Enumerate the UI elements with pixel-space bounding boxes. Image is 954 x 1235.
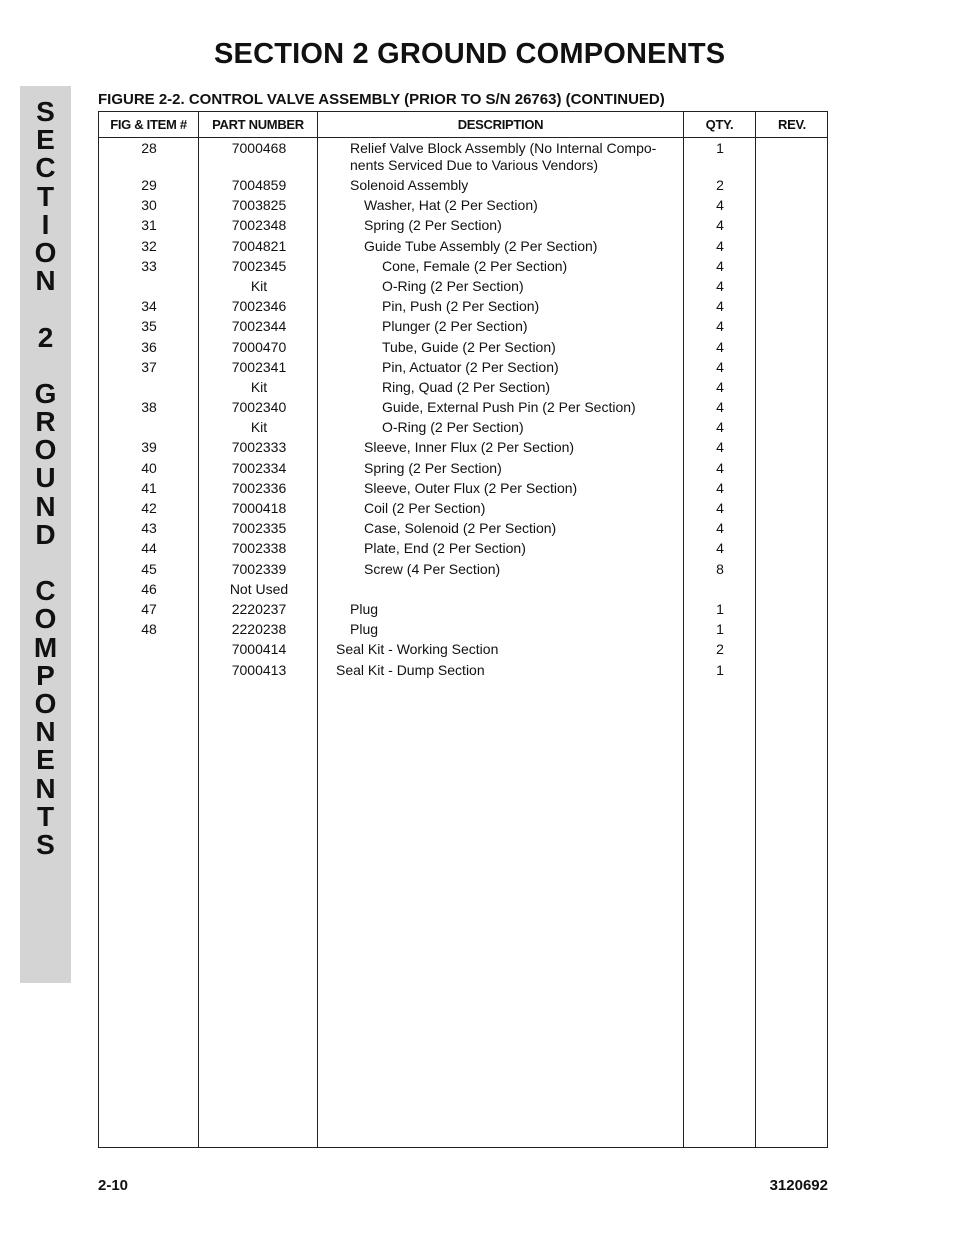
item-number: 38 xyxy=(141,399,157,416)
part-number: 7000414 xyxy=(231,641,287,658)
description xyxy=(336,397,728,416)
table-row xyxy=(99,660,827,680)
part-number: 7002336 xyxy=(231,479,287,496)
revision xyxy=(756,397,828,399)
item-number xyxy=(99,417,199,419)
revision xyxy=(756,458,828,460)
description-line: Plunger (2 Per Section) xyxy=(382,318,528,335)
part-number: 7002338 xyxy=(231,540,287,557)
quantity: 1 xyxy=(716,140,724,156)
part-number: 7002339 xyxy=(231,560,287,577)
part-number: 7002341 xyxy=(231,358,287,375)
quantity: 4 xyxy=(716,277,724,294)
header-description: DESCRIPTION xyxy=(457,117,544,132)
description-line: Sleeve, Inner Flux (2 Per Section) xyxy=(364,439,575,456)
table-row xyxy=(99,478,827,498)
quantity: 2 xyxy=(716,641,724,658)
description xyxy=(336,579,696,581)
revision xyxy=(756,337,828,339)
description-line: nents Serviced Due to Various Vendors) xyxy=(350,157,598,173)
revision xyxy=(756,215,828,217)
description-line: Tube, Guide (2 Per Section) xyxy=(382,338,556,355)
table-row xyxy=(99,397,827,417)
revision xyxy=(756,639,828,641)
part-number: 7002335 xyxy=(231,520,287,537)
item-number xyxy=(99,377,199,379)
description-line: Relief Valve Block Assembly (No Internal Compo- xyxy=(350,140,657,156)
side-tab-letter: M xyxy=(33,631,58,663)
quantity: 4 xyxy=(716,217,724,234)
part-number: 7002348 xyxy=(231,217,287,234)
side-tab-letter: N xyxy=(35,490,56,522)
page-number: 2-10 xyxy=(98,1177,129,1194)
item-number: 45 xyxy=(141,560,157,577)
table-row xyxy=(99,215,827,235)
item-number: 37 xyxy=(141,358,157,375)
part-number: 7004821 xyxy=(231,237,287,254)
revision xyxy=(756,357,828,359)
revision xyxy=(756,236,828,238)
part-number: 7000470 xyxy=(231,338,287,355)
description-line: Guide, External Push Pin (2 Per Section) xyxy=(382,399,636,416)
description xyxy=(336,337,728,356)
revision xyxy=(756,599,828,601)
side-tab-letter: C xyxy=(35,152,56,184)
header-part-number: PART NUMBER xyxy=(212,117,304,132)
figure-title: FIGURE 2-2. CONTROL VALVE ASSEMBLY (PRIOR TO S/N 26763) (CONTINUED) xyxy=(98,91,665,108)
part-number: 7002340 xyxy=(231,399,287,416)
description xyxy=(336,215,710,234)
description xyxy=(336,195,710,214)
description xyxy=(336,256,728,275)
quantity: 4 xyxy=(716,500,724,516)
description-line: Cone, Female (2 Per Section) xyxy=(382,257,568,274)
parts-table xyxy=(98,111,828,1148)
description-line: Spring (2 Per Section) xyxy=(364,217,502,234)
item-number xyxy=(99,276,199,278)
part-number: 7002344 xyxy=(231,318,287,335)
item-number: 41 xyxy=(141,479,157,496)
side-tab-letter: D xyxy=(35,518,56,550)
header-qty: QTY. xyxy=(705,117,734,132)
description xyxy=(336,518,710,537)
quantity: 1 xyxy=(716,661,724,678)
item-number: 35 xyxy=(141,318,157,335)
revision xyxy=(756,195,828,197)
description-line: Solenoid Assembly xyxy=(350,177,469,193)
description-line: Screw (4 Per Section) xyxy=(364,560,501,577)
revision xyxy=(756,619,828,621)
item-number: 33 xyxy=(141,257,157,274)
revision xyxy=(756,498,828,500)
description xyxy=(336,538,710,557)
part-number: 7000468 xyxy=(231,140,287,156)
header-fig-item: FIG & ITEM # xyxy=(110,117,187,132)
table-row xyxy=(99,256,827,276)
item-number: 46 xyxy=(141,580,157,597)
side-tab-letter: N xyxy=(35,716,56,748)
revision xyxy=(756,559,828,561)
description-line: O-Ring (2 Per Section) xyxy=(382,277,524,294)
side-tab-letter: N xyxy=(35,265,56,297)
item-number xyxy=(99,660,199,662)
description-line: Seal Kit - Working Section xyxy=(336,641,499,658)
side-tab-letter: S xyxy=(36,828,55,860)
description-line: Pin, Push (2 Per Section) xyxy=(382,298,540,315)
part-number: 7002333 xyxy=(231,439,287,456)
item-number: 44 xyxy=(141,540,157,557)
description xyxy=(336,619,696,638)
quantity: 4 xyxy=(716,520,724,537)
table-row xyxy=(99,276,827,296)
description xyxy=(336,236,710,255)
part-number: 2220237 xyxy=(231,600,287,617)
description xyxy=(336,639,682,658)
description-line: Washer, Hat (2 Per Section) xyxy=(364,197,538,214)
item-number: 43 xyxy=(141,520,157,537)
quantity: 1 xyxy=(716,600,724,617)
quantity: 4 xyxy=(716,439,724,456)
side-tab-letter: G xyxy=(34,377,57,409)
item-number: 36 xyxy=(141,338,157,355)
revision xyxy=(756,579,828,581)
side-tab-letter: O xyxy=(34,236,57,268)
table-row xyxy=(99,579,827,599)
table-row xyxy=(99,538,827,558)
side-tab-letter: T xyxy=(36,800,55,832)
table-row xyxy=(99,296,827,316)
revision xyxy=(756,296,828,298)
description xyxy=(336,599,696,618)
quantity: 4 xyxy=(716,318,724,335)
description-line: O-Ring (2 Per Section) xyxy=(382,419,524,436)
side-tab-letter: I xyxy=(41,208,50,240)
description xyxy=(336,357,728,376)
side-tab-letter: C xyxy=(35,575,56,607)
section-title: SECTION 2 GROUND COMPONENTS xyxy=(214,38,726,70)
section-side-tab xyxy=(20,86,71,983)
table-row xyxy=(99,377,827,397)
part-number: 7002334 xyxy=(231,459,287,476)
part-number: Kit xyxy=(250,419,268,436)
side-tab-letter: R xyxy=(35,406,56,438)
description xyxy=(336,175,696,194)
table-row xyxy=(99,138,827,175)
table-row xyxy=(99,236,827,256)
quantity: 4 xyxy=(716,237,724,254)
description xyxy=(336,316,728,335)
description xyxy=(336,437,710,456)
table-row xyxy=(99,417,827,437)
description-line: Spring (2 Per Section) xyxy=(364,459,502,476)
description xyxy=(336,559,710,578)
table-row xyxy=(99,437,827,457)
description-line: Plug xyxy=(350,600,379,617)
description xyxy=(336,377,728,396)
revision xyxy=(756,518,828,520)
revision xyxy=(756,660,828,662)
item-number: 47 xyxy=(141,600,157,617)
quantity: 4 xyxy=(716,338,724,355)
quantity: 1 xyxy=(716,621,724,638)
table-row xyxy=(99,337,827,357)
item-number: 40 xyxy=(141,459,157,476)
item-number: 34 xyxy=(141,298,157,315)
side-tab-letter: O xyxy=(34,687,57,719)
quantity: 8 xyxy=(716,560,724,577)
quantity: 4 xyxy=(716,197,724,214)
quantity: 4 xyxy=(716,298,724,315)
description-line: Sleeve, Outer Flux (2 Per Section) xyxy=(364,479,578,496)
description-line: Plate, End (2 Per Section) xyxy=(364,540,526,557)
table-row xyxy=(99,195,827,215)
side-tab-letter: P xyxy=(36,659,55,691)
table-row xyxy=(99,599,827,619)
quantity: 4 xyxy=(716,419,724,436)
side-tab-letter: E xyxy=(36,124,55,156)
table-row xyxy=(99,458,827,478)
description xyxy=(336,478,710,497)
item-number: 48 xyxy=(141,621,157,638)
table-body xyxy=(99,138,827,680)
side-tab-letters xyxy=(20,98,71,859)
description-line: Ring, Quad (2 Per Section) xyxy=(382,378,551,395)
side-tab-letter: O xyxy=(34,603,57,635)
quantity xyxy=(685,579,755,581)
part-number: Kit xyxy=(250,277,268,294)
table-row xyxy=(99,518,827,538)
revision xyxy=(756,316,828,318)
description xyxy=(336,138,696,174)
item-number: 28 xyxy=(141,140,157,156)
side-tab-letter: S xyxy=(36,96,55,127)
description-line: Guide Tube Assembly (2 Per Section) xyxy=(364,237,598,254)
document-number: 3120692 xyxy=(769,1177,828,1194)
side-tab-letter: 2 xyxy=(37,321,54,353)
item-number: 29 xyxy=(141,177,157,193)
table-row xyxy=(99,619,827,639)
quantity: 4 xyxy=(716,257,724,274)
part-number: 7004859 xyxy=(231,177,287,193)
header-rev: REV. xyxy=(778,117,806,132)
side-tab-letter: U xyxy=(35,462,56,494)
quantity: 4 xyxy=(716,399,724,416)
description xyxy=(336,417,728,436)
revision xyxy=(756,538,828,540)
quantity: 4 xyxy=(716,459,724,476)
table-row xyxy=(99,639,827,659)
table-row xyxy=(99,559,827,579)
quantity: 4 xyxy=(716,378,724,395)
side-tab-letter: N xyxy=(35,772,56,804)
revision xyxy=(756,175,828,177)
part-number: Kit xyxy=(250,378,268,395)
part-number: 7002345 xyxy=(231,257,287,274)
item-number: 32 xyxy=(141,237,157,254)
revision xyxy=(756,276,828,278)
table-row xyxy=(99,175,827,195)
item-number: 39 xyxy=(141,439,157,456)
side-tab-letter: T xyxy=(36,180,55,212)
description-line: Coil (2 Per Section) xyxy=(364,500,486,516)
description xyxy=(336,498,710,517)
part-number: 7000418 xyxy=(231,500,287,516)
revision xyxy=(756,478,828,480)
quantity: 4 xyxy=(716,540,724,557)
description xyxy=(336,296,728,315)
part-number: 7002346 xyxy=(231,298,287,315)
part-number: 2220238 xyxy=(231,621,287,638)
item-number: 42 xyxy=(141,500,157,516)
description xyxy=(336,458,710,477)
revision xyxy=(756,138,828,140)
item-number xyxy=(99,639,199,641)
part-number: 7003825 xyxy=(231,197,287,214)
revision xyxy=(756,437,828,439)
table-row xyxy=(99,498,827,518)
quantity: 2 xyxy=(716,177,724,193)
side-tab-letter: O xyxy=(34,434,57,466)
revision xyxy=(756,256,828,258)
revision xyxy=(756,417,828,419)
item-number: 30 xyxy=(141,197,157,214)
table-row xyxy=(99,357,827,377)
revision xyxy=(756,377,828,379)
description xyxy=(336,276,728,295)
item-number: 31 xyxy=(141,217,157,234)
part-number: 7000413 xyxy=(231,661,287,678)
description-line: Seal Kit - Dump Section xyxy=(336,661,485,678)
table-row xyxy=(99,316,827,336)
description-line: Pin, Actuator (2 Per Section) xyxy=(382,358,559,375)
quantity: 4 xyxy=(716,358,724,375)
quantity: 4 xyxy=(716,479,724,496)
description-line: Case, Solenoid (2 Per Section) xyxy=(364,520,557,537)
part-number: Not Used xyxy=(229,580,289,597)
description-line: Plug xyxy=(350,621,379,638)
description xyxy=(336,660,682,679)
side-tab-letter: E xyxy=(36,744,55,776)
